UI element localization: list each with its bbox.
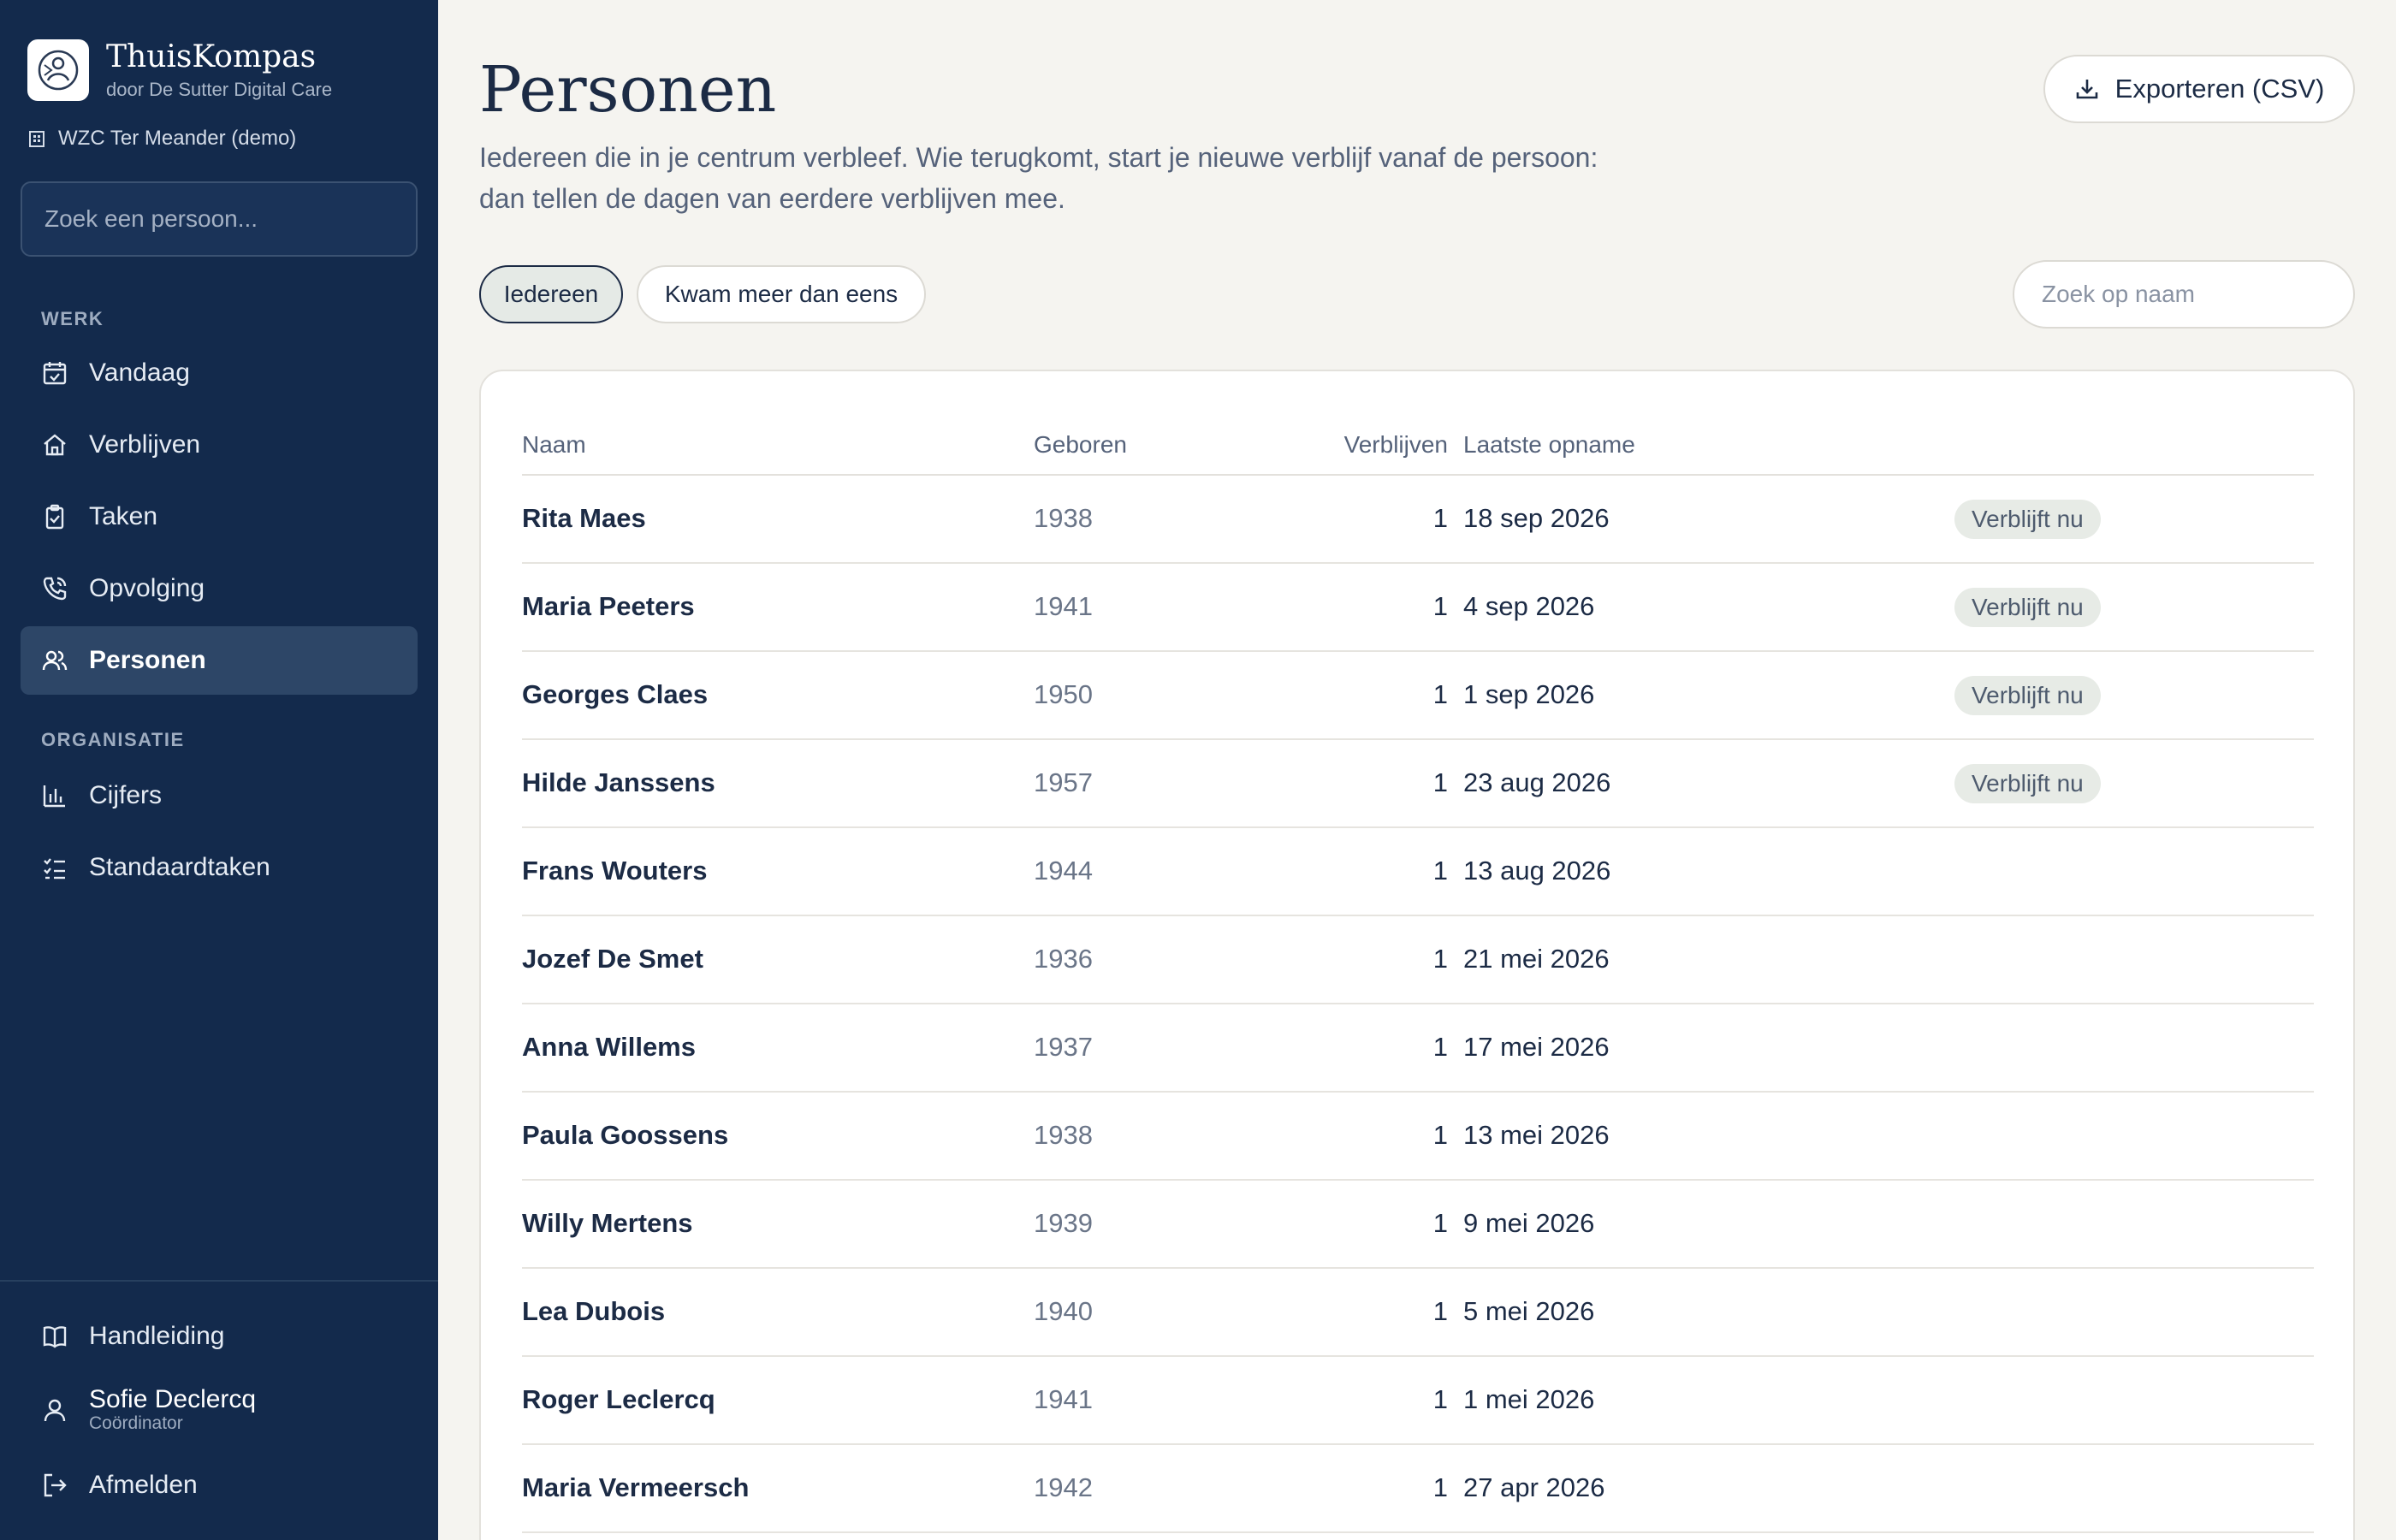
table-row[interactable] xyxy=(522,1093,2314,1181)
person-name[interactable]: Roger Leclercq xyxy=(522,1384,715,1414)
table-row[interactable] xyxy=(522,476,2314,564)
book-icon xyxy=(41,1323,68,1350)
person-name[interactable]: Frans Wouters xyxy=(522,856,708,886)
table-row[interactable] xyxy=(522,1004,2314,1093)
nav-item-handleiding[interactable]: Handleiding xyxy=(21,1302,418,1371)
status-badge: Verblijft nu xyxy=(1954,676,2101,715)
last-admission-date: 13 aug 2026 xyxy=(1463,856,1611,886)
last-admission-date: 13 mei 2026 xyxy=(1463,1120,1610,1150)
birth-year: 1939 xyxy=(1034,1208,1093,1238)
last-admission-date: 18 sep 2026 xyxy=(1463,503,1610,533)
person-name[interactable]: Maria Peeters xyxy=(522,591,695,621)
clipboard-check-icon xyxy=(41,503,68,530)
status-badge: Verblijft nu xyxy=(1954,500,2101,539)
column-header-born[interactable]: Geboren xyxy=(1034,431,1127,458)
stay-count: 1 xyxy=(1432,591,1448,621)
birth-year: 1944 xyxy=(1034,856,1093,886)
birth-year: 1957 xyxy=(1034,767,1093,797)
person-name[interactable]: Paula Goossens xyxy=(522,1120,729,1150)
home-icon xyxy=(41,431,68,459)
status-badge: Verblijft nu xyxy=(1954,588,2101,627)
stay-count: 1 xyxy=(1432,1472,1448,1502)
person-name[interactable]: Willy Mertens xyxy=(522,1208,693,1238)
filter-more-than-once[interactable]: Kwam meer dan eens xyxy=(637,265,926,323)
birth-year: 1942 xyxy=(1034,1472,1093,1502)
stay-count: 1 xyxy=(1432,1296,1448,1326)
calendar-check-icon xyxy=(41,359,68,387)
table-row[interactable] xyxy=(522,652,2314,740)
table-row[interactable] xyxy=(522,1357,2314,1445)
stay-count: 1 xyxy=(1432,767,1448,797)
list-check-icon xyxy=(41,854,68,881)
nav-item-vandaag[interactable]: Vandaag xyxy=(21,339,418,407)
nav-item-opvolging[interactable]: Opvolging xyxy=(21,554,418,623)
user-name: Sofie Declercq xyxy=(89,1385,257,1413)
nav-item-standaardtaken[interactable]: Standaardtaken xyxy=(21,833,418,902)
column-header-stays[interactable]: Verblijven xyxy=(1343,431,1448,458)
logout-button[interactable]: Afmelden xyxy=(21,1451,418,1519)
status-badge: Verblijft nu xyxy=(1954,764,2101,803)
phone-icon xyxy=(41,575,68,602)
export-csv-button[interactable]: Exporteren (CSV) xyxy=(2043,55,2355,123)
sidebar-divider xyxy=(0,1280,438,1282)
last-admission-date: 23 aug 2026 xyxy=(1463,767,1611,797)
person-name[interactable]: Anna Willems xyxy=(522,1032,696,1062)
person-name[interactable]: Lea Dubois xyxy=(522,1296,666,1326)
table-row[interactable] xyxy=(522,916,2314,1004)
birth-year: 1950 xyxy=(1034,679,1093,709)
app-subtitle: door De Sutter Digital Care xyxy=(106,79,333,100)
table-row[interactable] xyxy=(522,1269,2314,1357)
section-label-organisatie: ORGANISATIE xyxy=(41,729,185,750)
user-profile[interactable] xyxy=(41,1386,256,1434)
organization-label: WZC Ter Meander (demo) xyxy=(27,127,296,151)
stay-count: 1 xyxy=(1432,1208,1448,1238)
person-name[interactable]: Rita Maes xyxy=(522,503,646,533)
table-row[interactable] xyxy=(522,1181,2314,1269)
last-admission-date: 1 mei 2026 xyxy=(1463,1384,1595,1414)
last-admission-date: 4 sep 2026 xyxy=(1463,591,1595,621)
birth-year: 1941 xyxy=(1034,1384,1093,1414)
app-logo xyxy=(27,39,89,101)
stay-count: 1 xyxy=(1432,1032,1448,1062)
last-admission-date: 5 mei 2026 xyxy=(1463,1296,1595,1326)
birth-year: 1938 xyxy=(1034,503,1093,533)
persons-table xyxy=(479,370,2355,1540)
brand[interactable] xyxy=(27,39,332,101)
person-name[interactable]: Hilde Janssens xyxy=(522,767,715,797)
users-icon xyxy=(41,647,68,674)
user-icon xyxy=(41,1396,68,1424)
person-name[interactable]: Maria Vermeersch xyxy=(522,1472,750,1502)
person-search-input[interactable] xyxy=(21,181,418,257)
page-description: Iedereen die in je centrum verbleef. Wie terugkomt, start je nieuwe verblijf vanaf de persoon: dan tellen de dagen van eerdere verblijven mee. xyxy=(479,142,1598,214)
user-role: Coördinator xyxy=(89,1413,183,1433)
logout-icon xyxy=(41,1472,68,1499)
last-admission-date: 1 sep 2026 xyxy=(1463,679,1595,709)
nav-item-cijfers[interactable]: Cijfers xyxy=(21,761,418,830)
stay-count: 1 xyxy=(1432,856,1448,886)
stay-count: 1 xyxy=(1432,944,1448,974)
app-name: ThuisKompas xyxy=(106,39,317,74)
nav-item-taken[interactable]: Taken xyxy=(21,483,418,551)
stay-count: 1 xyxy=(1432,679,1448,709)
sidebar xyxy=(0,0,438,1540)
nav-item-verblijven[interactable]: Verblijven xyxy=(21,411,418,479)
name-search-input[interactable] xyxy=(2013,260,2355,329)
table-row[interactable] xyxy=(522,740,2314,828)
page-title: Personen xyxy=(479,53,777,127)
column-header-last-admission[interactable]: Laatste opname xyxy=(1463,431,1635,458)
column-header-name[interactable]: Naam xyxy=(522,431,586,458)
birth-year: 1941 xyxy=(1034,591,1093,621)
birth-year: 1936 xyxy=(1034,944,1093,974)
last-admission-date: 17 mei 2026 xyxy=(1463,1032,1610,1062)
table-row[interactable] xyxy=(522,828,2314,916)
table-row[interactable] xyxy=(522,564,2314,652)
birth-year: 1937 xyxy=(1034,1032,1093,1062)
nav-item-personen[interactable]: Personen xyxy=(21,626,418,695)
section-label-werk: WERK xyxy=(41,308,104,329)
last-admission-date: 21 mei 2026 xyxy=(1463,944,1610,974)
table-row[interactable] xyxy=(522,1445,2314,1533)
building-icon xyxy=(27,129,46,148)
person-name[interactable]: Jozef De Smet xyxy=(522,944,703,974)
birth-year: 1940 xyxy=(1034,1296,1093,1326)
last-admission-date: 9 mei 2026 xyxy=(1463,1208,1595,1238)
person-name[interactable]: Georges Claes xyxy=(522,679,709,709)
stay-count: 1 xyxy=(1432,503,1448,533)
download-icon xyxy=(2074,76,2100,102)
bar-chart-icon xyxy=(41,782,68,809)
filter-everyone[interactable]: Iedereen xyxy=(479,265,623,323)
stay-count: 1 xyxy=(1432,1384,1448,1414)
last-admission-date: 27 apr 2026 xyxy=(1463,1472,1605,1502)
stay-count: 1 xyxy=(1432,1120,1448,1150)
birth-year: 1938 xyxy=(1034,1120,1093,1150)
